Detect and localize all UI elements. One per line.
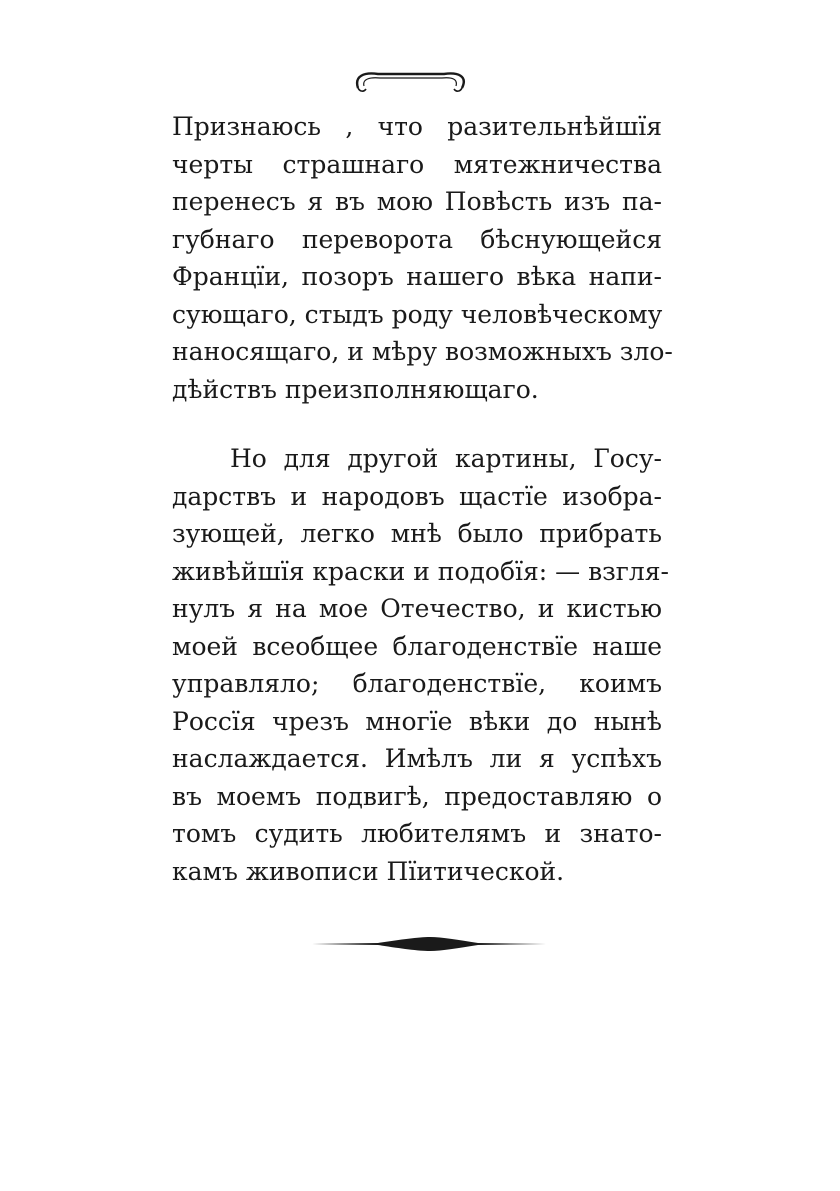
text-line: Признаюсь , что разительнѣйшїя xyxy=(172,112,662,141)
text-line: губнаго переворота бѣснующейся xyxy=(172,224,662,254)
text-line: перенесъ я въ мою Повѣсть изъ па- xyxy=(172,187,662,216)
headpiece-ornament xyxy=(348,62,472,98)
tailpiece-ornament xyxy=(308,932,550,956)
text-line: камъ живописи Пїитической. xyxy=(172,856,565,886)
text-line: дѣйствъ преизполняющаго. xyxy=(172,374,539,404)
text-line: сующаго, стыдъ роду человѣческому xyxy=(172,299,663,329)
paragraph-2 xyxy=(172,440,670,890)
text-line: живѣйшїя краски и подобїя: — взгля- xyxy=(172,556,670,586)
text-line: Россїя чрезъ многїе вѣки до нынѣ xyxy=(172,706,662,736)
text-line: черты страшнаго мятежничества xyxy=(172,149,662,179)
text-line: наслаждается. Имѣлъ ли я успѣхъ xyxy=(172,744,662,773)
text-line: зующей, легко мнѣ было прибрать xyxy=(172,519,662,548)
text-body xyxy=(172,108,673,890)
text-line: Но для другой картины, Госу- xyxy=(230,444,662,473)
text-line: дарствъ и народовъ щастїе изобра- xyxy=(172,481,662,511)
text-line: Францїи, позоръ нашего вѣка напи- xyxy=(172,262,662,291)
text-line: моей всеобщее благоденствїе наше xyxy=(172,631,662,661)
text-line: наносящаго, и мѣру возможныхъ зло- xyxy=(172,337,673,366)
text-line: томъ судить любителямъ и знато- xyxy=(172,819,662,848)
paragraph-1 xyxy=(172,108,673,408)
text-line: управляло; благоденствїе, коимъ xyxy=(172,669,662,698)
text-line: въ моемъ подвигѣ, предоставляю о xyxy=(172,781,662,811)
text-line: нулъ я на мое Отечество, и кистью xyxy=(172,594,662,623)
